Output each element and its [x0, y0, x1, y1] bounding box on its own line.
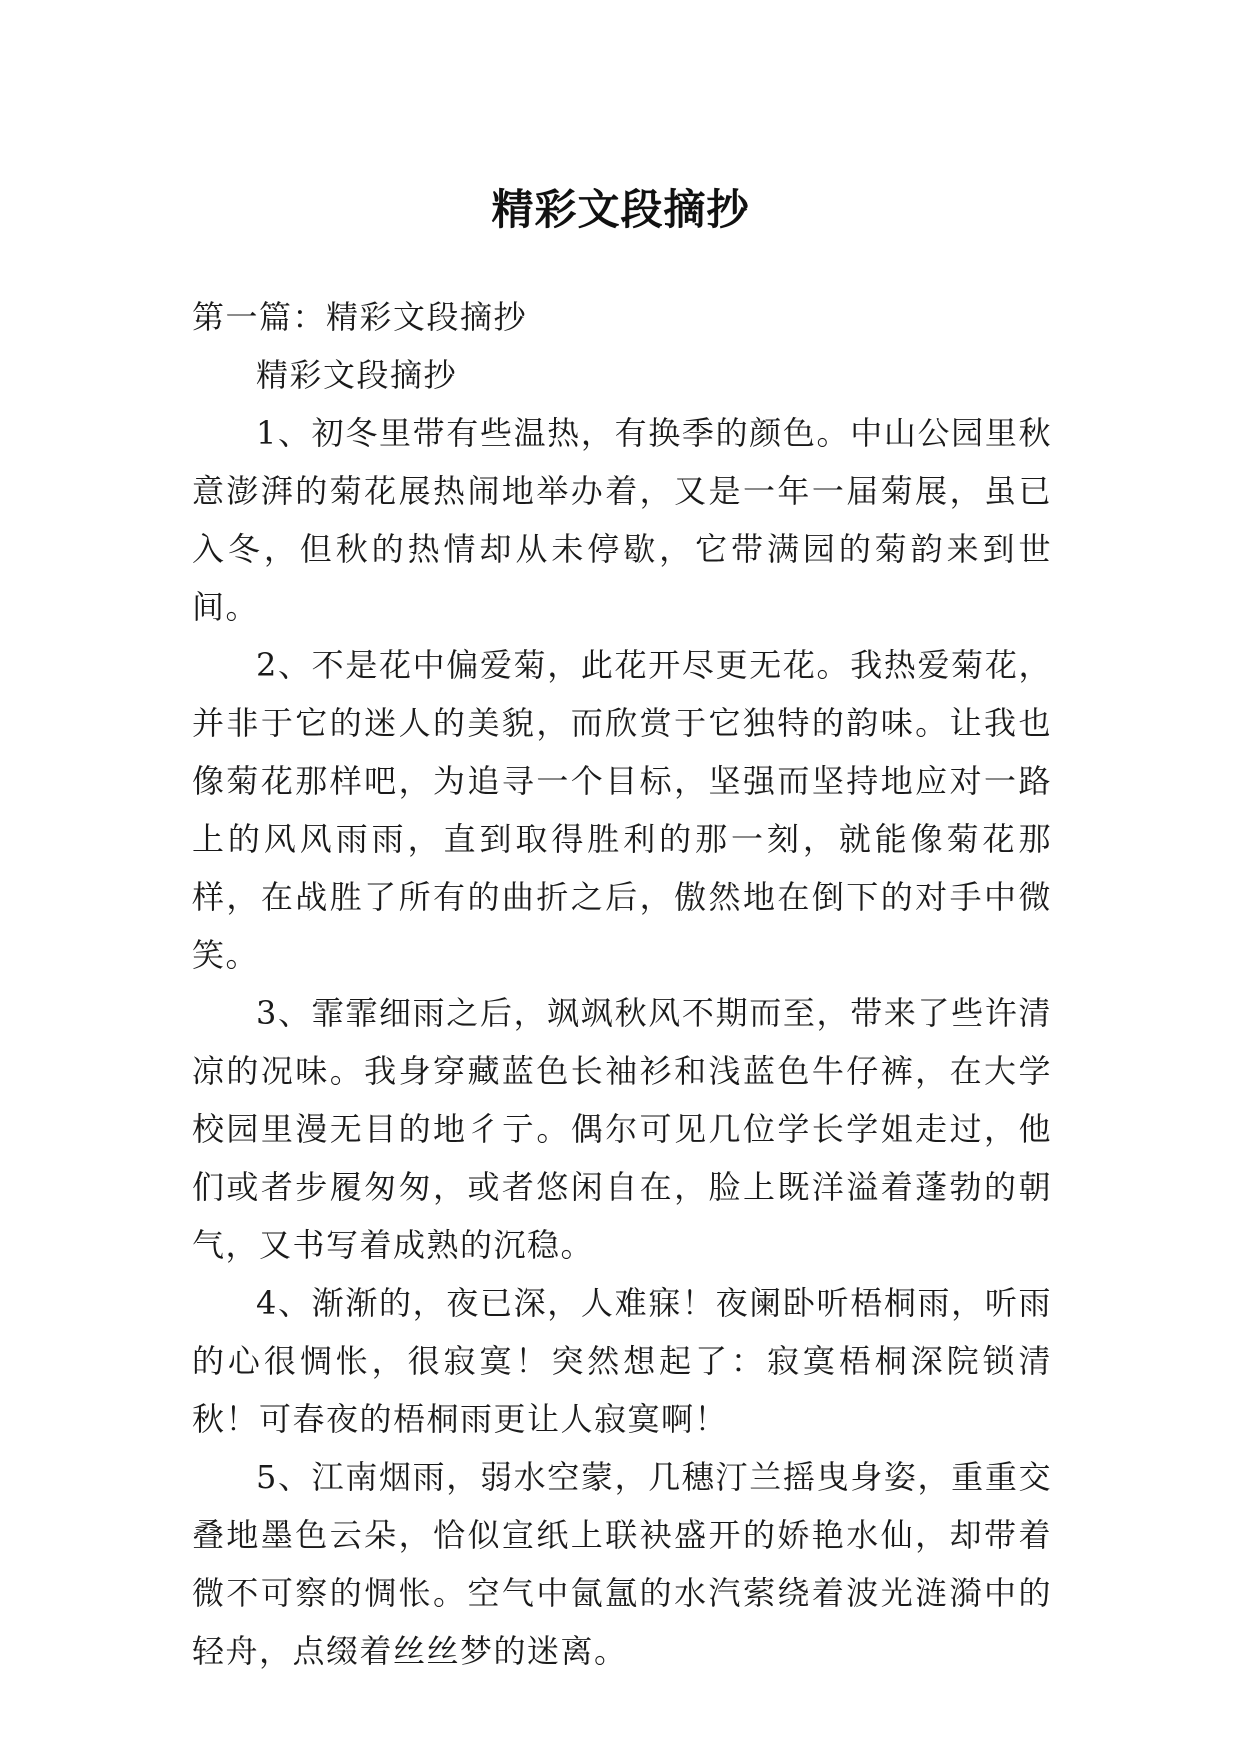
paragraph-5: 5、江南烟雨，弱水空蒙，几穗汀兰摇曳身姿，重重交叠地墨色云朵，恰似宣纸上联袂盛开的娇艳水仙，却带着微不可察的惆怅。空气中氤氲的水汽萦绕着波光涟漪中的轻舟，点缀着丝丝梦的迷离。 [192, 1458, 1052, 1670]
paragraph-4: 4、渐渐的，夜已深，人难寐！夜阑卧听梧桐雨，听雨的心很惆怅，很寂寞！突然想起了：寂寞梧桐深院锁清秋！可春夜的梧桐雨更让人寂寞啊！ [192, 1284, 1052, 1438]
sub-title: 精彩文段摘抄 [256, 356, 458, 394]
document-body [192, 288, 1052, 1680]
paragraph-3: 3、霏霏细雨之后，飒飒秋风不期而至，带来了些许清凉的况味。我身穿藏蓝色长袖衫和浅蓝色牛仔裤，在大学校园里漫无目的地彳亍。偶尔可见几位学长学姐走过，他们或者步履匆匆，或者悠闲自在，脸上既洋溢着蓬勃的朝气，又书写着成熟的沉稳。 [192, 994, 1052, 1264]
paragraph-1: 1、初冬里带有些温热，有换季的颜色。中山公园里秋意澎湃的菊花展热闹地举办着，又是一年一届菊展，虽已入冬，但秋的热情却从未停歇，它带满园的菊韵来到世间。 [192, 414, 1052, 626]
paragraph-2: 2、不是花中偏爱菊，此花开尽更无花。我热爱菊花，并非于它的迷人的美貌，而欣赏于它独特的韵味。让我也像菊花那样吧，为追寻一个目标，坚强而坚持地应对一路上的风风雨雨，直到取得胜利的那一刻，就能像菊花那样，在战胜了所有的曲折之后，傲然地在倒下的对手中微笑。 [192, 646, 1052, 974]
document-title: 精彩文段摘抄 [491, 185, 750, 235]
section-heading: 第一篇：精彩文段摘抄 [192, 298, 528, 336]
